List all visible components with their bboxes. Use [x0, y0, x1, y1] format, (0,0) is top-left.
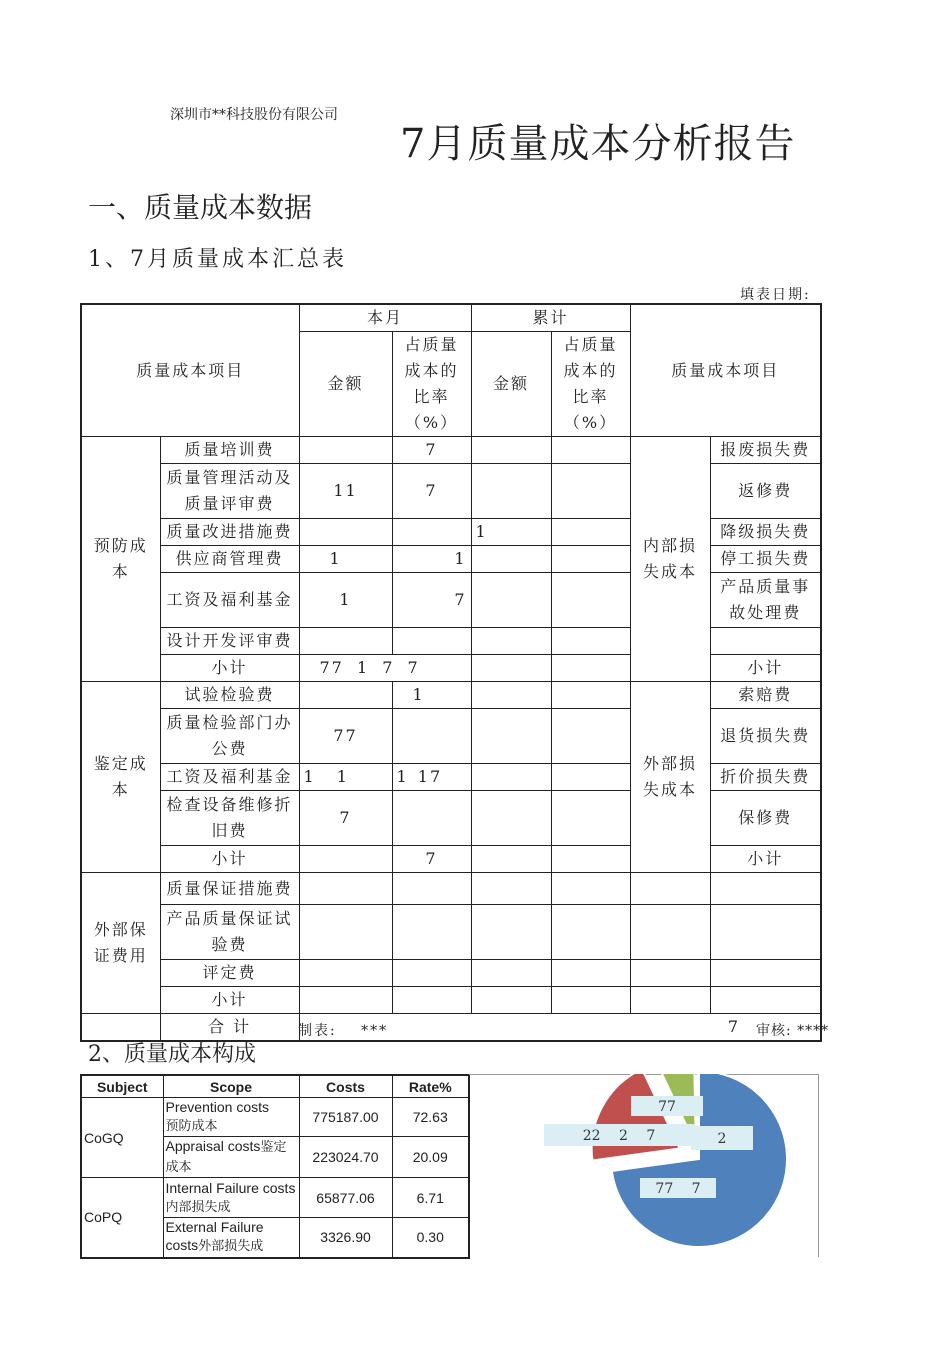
appraisal-subtotal-label: 小计	[160, 846, 299, 873]
scope-cell	[163, 1137, 299, 1178]
internal-failure-item: 降级损失费	[710, 519, 821, 546]
cell: 1	[299, 546, 392, 573]
col-header-scope: Scope	[163, 1075, 299, 1098]
scope-cn: 鉴定成本	[165, 1140, 287, 1175]
rate-cell: 6.71	[392, 1178, 469, 1218]
costs-cell: 3326.90	[299, 1218, 392, 1258]
cell: 77	[299, 709, 392, 764]
internal-failure-label: 内部损失成本	[630, 437, 710, 682]
internal-failure-item	[710, 628, 821, 655]
maker-line	[298, 1020, 388, 1040]
scope-cell	[163, 1098, 299, 1137]
external-failure-item: 索赔费	[710, 682, 821, 709]
external-failure-item: 保修费	[710, 791, 821, 846]
external-assurance-label: 外部保证费用	[81, 873, 160, 1014]
prevention-subtotal-label: 小计	[160, 655, 299, 682]
internal-failure-item: 产品质量事故处理费	[710, 573, 821, 628]
subject-copq: CoPQ	[81, 1178, 163, 1258]
scope-en: Prevention costs	[165, 1099, 269, 1115]
appraisal-cost-label: 鉴定成本	[81, 682, 160, 873]
rate-cell: 0.30	[392, 1218, 469, 1258]
col-header-costs: Costs	[299, 1075, 392, 1098]
col-header-subject: Subject	[81, 1075, 163, 1098]
rate-cell: 20.09	[392, 1137, 469, 1178]
cell: 7	[392, 437, 471, 464]
pie-label-external-failure: 2	[717, 1131, 727, 1147]
scope-cn: 外部损失成	[198, 1239, 264, 1255]
cost-composition-pie-chart	[469, 1074, 819, 1257]
appraisal-row-name: 质量检验部门办公费	[160, 709, 299, 764]
external-failure-item: 折价损失费	[710, 764, 821, 791]
total-value: 7	[299, 1014, 821, 1042]
cost-composition-table	[80, 1074, 470, 1259]
month-amount-header: 金额	[299, 332, 392, 437]
pie-label-internal-failure: 77	[658, 1099, 676, 1115]
costs-cell: 223024.70	[299, 1137, 392, 1178]
scope-en: Appraisal costs	[165, 1138, 261, 1154]
pie-slice-appraisal	[592, 1074, 680, 1161]
current-month-header: 本月	[299, 304, 471, 332]
section-2-heading: 2、质量成本构成	[88, 1042, 256, 1067]
prevention-row-name: 设计开发评审费	[160, 628, 299, 655]
cumulative-header: 累计	[471, 304, 630, 332]
subject-cogq: CoGQ	[81, 1098, 163, 1178]
item-header-left: 质量成本项目	[81, 304, 299, 437]
scope-cell	[163, 1178, 299, 1218]
subsection-1-heading: 1、7月质量成本汇总表	[88, 247, 347, 272]
cell: 1	[392, 546, 471, 573]
prevention-row-name: 质量管理活动及质量评审费	[160, 464, 299, 519]
col-header-rate: Rate%	[392, 1075, 469, 1098]
assurance-row-name: 质量保证措施费	[160, 873, 299, 905]
scope-cell	[163, 1218, 299, 1258]
external-failure-subtotal: 小计	[710, 846, 821, 873]
internal-failure-item: 报废损失费	[710, 437, 821, 464]
cell: 1	[471, 519, 551, 546]
cell: 7	[392, 846, 471, 873]
appraisal-row-name: 试验检验费	[160, 682, 299, 709]
prevention-cost-label: 预防成本	[81, 437, 160, 682]
cell: 7	[392, 464, 471, 519]
internal-failure-item: 返修费	[710, 464, 821, 519]
section-1-heading: 一、质量成本数据	[88, 191, 313, 224]
assurance-row-name: 评定费	[160, 960, 299, 987]
scope-en: Internal Failure costs	[165, 1179, 296, 1196]
reviewer-line: 审核: ****	[756, 1023, 830, 1039]
scope-cn: 预防成本	[165, 1119, 218, 1134]
item-header-right: 质量成本项目	[630, 304, 821, 437]
cum-ratio-header: 占质量成本的比率（%）	[551, 332, 630, 437]
prevention-subtotal-values: 77 1 7 7	[299, 655, 471, 682]
external-failure-label: 外部损失成本	[630, 682, 710, 873]
cell: 1 1	[299, 764, 392, 791]
prevention-row-name: 供应商管理费	[160, 546, 299, 573]
company-name: 深圳市**科技股份有限公司	[170, 107, 338, 123]
cum-amount-header: 金额	[471, 332, 551, 437]
costs-cell: 775187.00	[299, 1098, 392, 1137]
prevention-row-name: 质量培训费	[160, 437, 299, 464]
prevention-row-name: 质量改进措施费	[160, 519, 299, 546]
rate-cell: 72.63	[392, 1098, 469, 1137]
cell: 1	[392, 682, 471, 709]
cell	[299, 437, 392, 464]
appraisal-row-name: 检查设备维修折旧费	[160, 791, 299, 846]
quality-cost-summary-table	[80, 303, 822, 1042]
pie-label-appraisal: 22 2 7	[582, 1128, 656, 1144]
cell: 11	[299, 464, 392, 519]
internal-failure-subtotal: 小计	[710, 655, 821, 682]
pie-label-prevention: 77 7	[655, 1181, 701, 1197]
fill-date-label: 填表日期:	[740, 287, 811, 303]
cell: 1	[299, 573, 392, 628]
report-title: 7月质量成本分析报告	[400, 121, 796, 167]
cell: 7	[299, 791, 392, 846]
prevention-row-name: 工资及福利基金	[160, 573, 299, 628]
maker-label: 制表:	[298, 1023, 337, 1039]
total-label: 合 计	[160, 1014, 299, 1042]
appraisal-row-name: 工资及福利基金	[160, 764, 299, 791]
external-failure-item: 退货损失费	[710, 709, 821, 764]
month-ratio-header: 占质量成本的比率（%）	[392, 332, 471, 437]
cell: 7	[392, 573, 471, 628]
internal-failure-item: 停工损失费	[710, 546, 821, 573]
assurance-subtotal-label: 小计	[160, 987, 299, 1014]
costs-cell: 65877.06	[299, 1178, 392, 1218]
scope-cn: 内部损失成	[165, 1199, 231, 1215]
cell: 1 17	[392, 764, 471, 791]
scope-en: External Failure costs	[165, 1219, 264, 1254]
maker-value: ***	[361, 1023, 389, 1039]
assurance-row-name: 产品质量保证试验费	[160, 905, 299, 960]
